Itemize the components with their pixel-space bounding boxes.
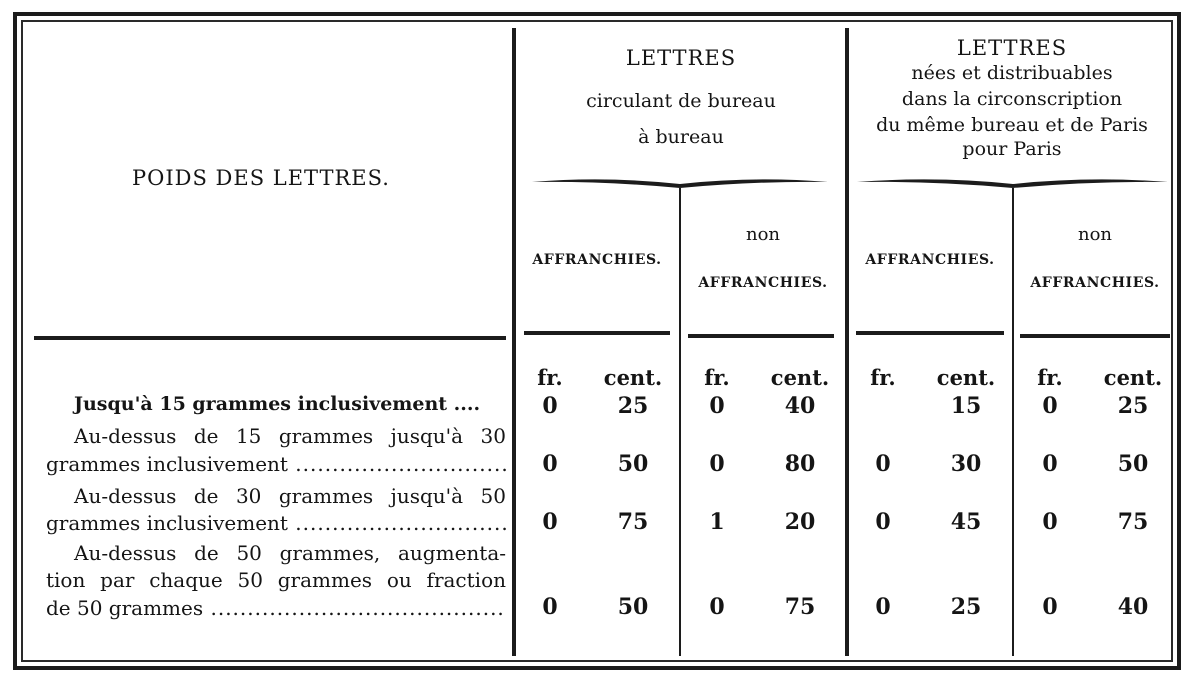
rule-g1-aff bbox=[524, 331, 670, 335]
row-label-text: grammes inclusivement ..... bbox=[46, 511, 506, 535]
cell-g2-non-fr: 0 bbox=[1042, 451, 1058, 477]
cell-g2-non-cent: 40 bbox=[1117, 594, 1149, 620]
cell-g1-aff-fr: 0 bbox=[542, 509, 558, 535]
divider-group1-sub bbox=[679, 188, 681, 656]
cell-g1-non-fr: 0 bbox=[709, 594, 725, 620]
cell-g1-aff-cent: 25 bbox=[617, 393, 649, 419]
row-label-text: de 50 grammes ..... bbox=[46, 596, 506, 620]
row-label-text: grammes inclusivement ..... bbox=[46, 452, 506, 476]
row-label-text: Au-dessus de 50 grammes, augmenta- bbox=[74, 541, 506, 565]
rule-weight bbox=[34, 336, 506, 340]
cell-g2-non-fr: 0 bbox=[1042, 393, 1058, 419]
cell-g1-aff-fr: 0 bbox=[542, 451, 558, 477]
g1-non-header: non bbox=[745, 224, 781, 245]
cell-g2-aff-cent: 45 bbox=[950, 509, 982, 535]
cell-g1-aff-fr: 0 bbox=[542, 594, 558, 620]
cell-g1-non-fr: 0 bbox=[709, 393, 725, 419]
row-label-line bbox=[46, 511, 506, 535]
rule-g2-aff bbox=[856, 331, 1004, 335]
group1-subtitle-line: circulant de bureau bbox=[586, 90, 776, 112]
divider-group1-group2 bbox=[845, 28, 849, 656]
group2-subtitle-line: du même bureau et de Paris bbox=[876, 114, 1148, 136]
brace-group2 bbox=[855, 172, 1170, 192]
cell-g2-non-cent: 25 bbox=[1117, 393, 1149, 419]
brace-group1 bbox=[530, 172, 830, 192]
g1-affranchies-header: AFFRANCHIES. bbox=[532, 252, 662, 268]
cell-g2-aff-fr: 0 bbox=[875, 451, 891, 477]
unit-fr: fr. bbox=[537, 365, 563, 390]
row-label-line bbox=[46, 484, 506, 508]
cell-g2-aff-fr: 0 bbox=[875, 509, 891, 535]
cell-g2-aff-cent: 15 bbox=[950, 393, 982, 419]
unit-cent: cent. bbox=[603, 365, 663, 390]
row-label-line bbox=[46, 424, 506, 448]
group1-title: LETTRES bbox=[625, 46, 737, 70]
cell-g1-aff-cent: 50 bbox=[617, 594, 649, 620]
cell-g2-non-fr: 0 bbox=[1042, 509, 1058, 535]
row-label: Jusqu'à 15 grammes inclusivement .... bbox=[74, 393, 481, 415]
row-label-line bbox=[46, 596, 506, 620]
cell-g2-aff-fr: 0 bbox=[875, 594, 891, 620]
cell-g2-non-cent: 50 bbox=[1117, 451, 1149, 477]
g1-non-affranchies-header: AFFRANCHIES. bbox=[698, 275, 828, 291]
row-label-text: tion par chaque 50 grammes ou fraction bbox=[46, 568, 506, 592]
cell-g1-non-cent: 80 bbox=[784, 451, 816, 477]
cell-g2-non-cent: 75 bbox=[1117, 509, 1149, 535]
unit-fr: fr. bbox=[1037, 365, 1063, 390]
row-label-text: Au-dessus de 30 grammes jusqu'à 50 bbox=[74, 484, 506, 508]
g2-non-affranchies-header: AFFRANCHIES. bbox=[1030, 275, 1160, 291]
cell-g1-aff-fr: 0 bbox=[542, 393, 558, 419]
row-label-line bbox=[46, 568, 506, 592]
cell-g1-non-fr: 1 bbox=[709, 509, 725, 535]
cell-g1-aff-cent: 75 bbox=[617, 509, 649, 535]
rule-g2-non bbox=[1020, 334, 1170, 338]
group2-subtitle-line: dans la circonscription bbox=[901, 88, 1123, 110]
divider-weight-group1 bbox=[512, 28, 516, 656]
row-label-line bbox=[46, 541, 506, 565]
unit-cent: cent. bbox=[770, 365, 830, 390]
unit-fr: fr. bbox=[704, 365, 730, 390]
unit-cent: cent. bbox=[936, 365, 996, 390]
cell-g1-non-cent: 75 bbox=[784, 594, 816, 620]
group1-subtitle-line: à bureau bbox=[638, 126, 724, 148]
group2-subtitle-line: pour Paris bbox=[962, 138, 1062, 160]
cell-g2-non-fr: 0 bbox=[1042, 594, 1058, 620]
cell-g1-non-fr: 0 bbox=[709, 451, 725, 477]
g2-affranchies-header: AFFRANCHIES. bbox=[865, 252, 995, 268]
divider-group2-sub bbox=[1012, 188, 1014, 656]
row-label-line bbox=[46, 452, 506, 476]
weight-header: POIDS DES LETTRES. bbox=[132, 166, 390, 190]
row-label-text: Au-dessus de 15 grammes jusqu'à 30 bbox=[74, 424, 506, 448]
rule-g1-non bbox=[688, 334, 834, 338]
cell-g1-non-cent: 40 bbox=[784, 393, 816, 419]
cell-g2-aff-cent: 30 bbox=[950, 451, 982, 477]
g2-non-header: non bbox=[1077, 224, 1113, 245]
group2-title: LETTRES bbox=[956, 36, 1068, 60]
unit-cent: cent. bbox=[1103, 365, 1163, 390]
cell-g1-non-cent: 20 bbox=[784, 509, 816, 535]
cell-g1-aff-cent: 50 bbox=[617, 451, 649, 477]
group2-subtitle-line: nées et distribuables bbox=[911, 62, 1113, 84]
cell-g2-aff-cent: 25 bbox=[950, 594, 982, 620]
unit-fr: fr. bbox=[870, 365, 896, 390]
